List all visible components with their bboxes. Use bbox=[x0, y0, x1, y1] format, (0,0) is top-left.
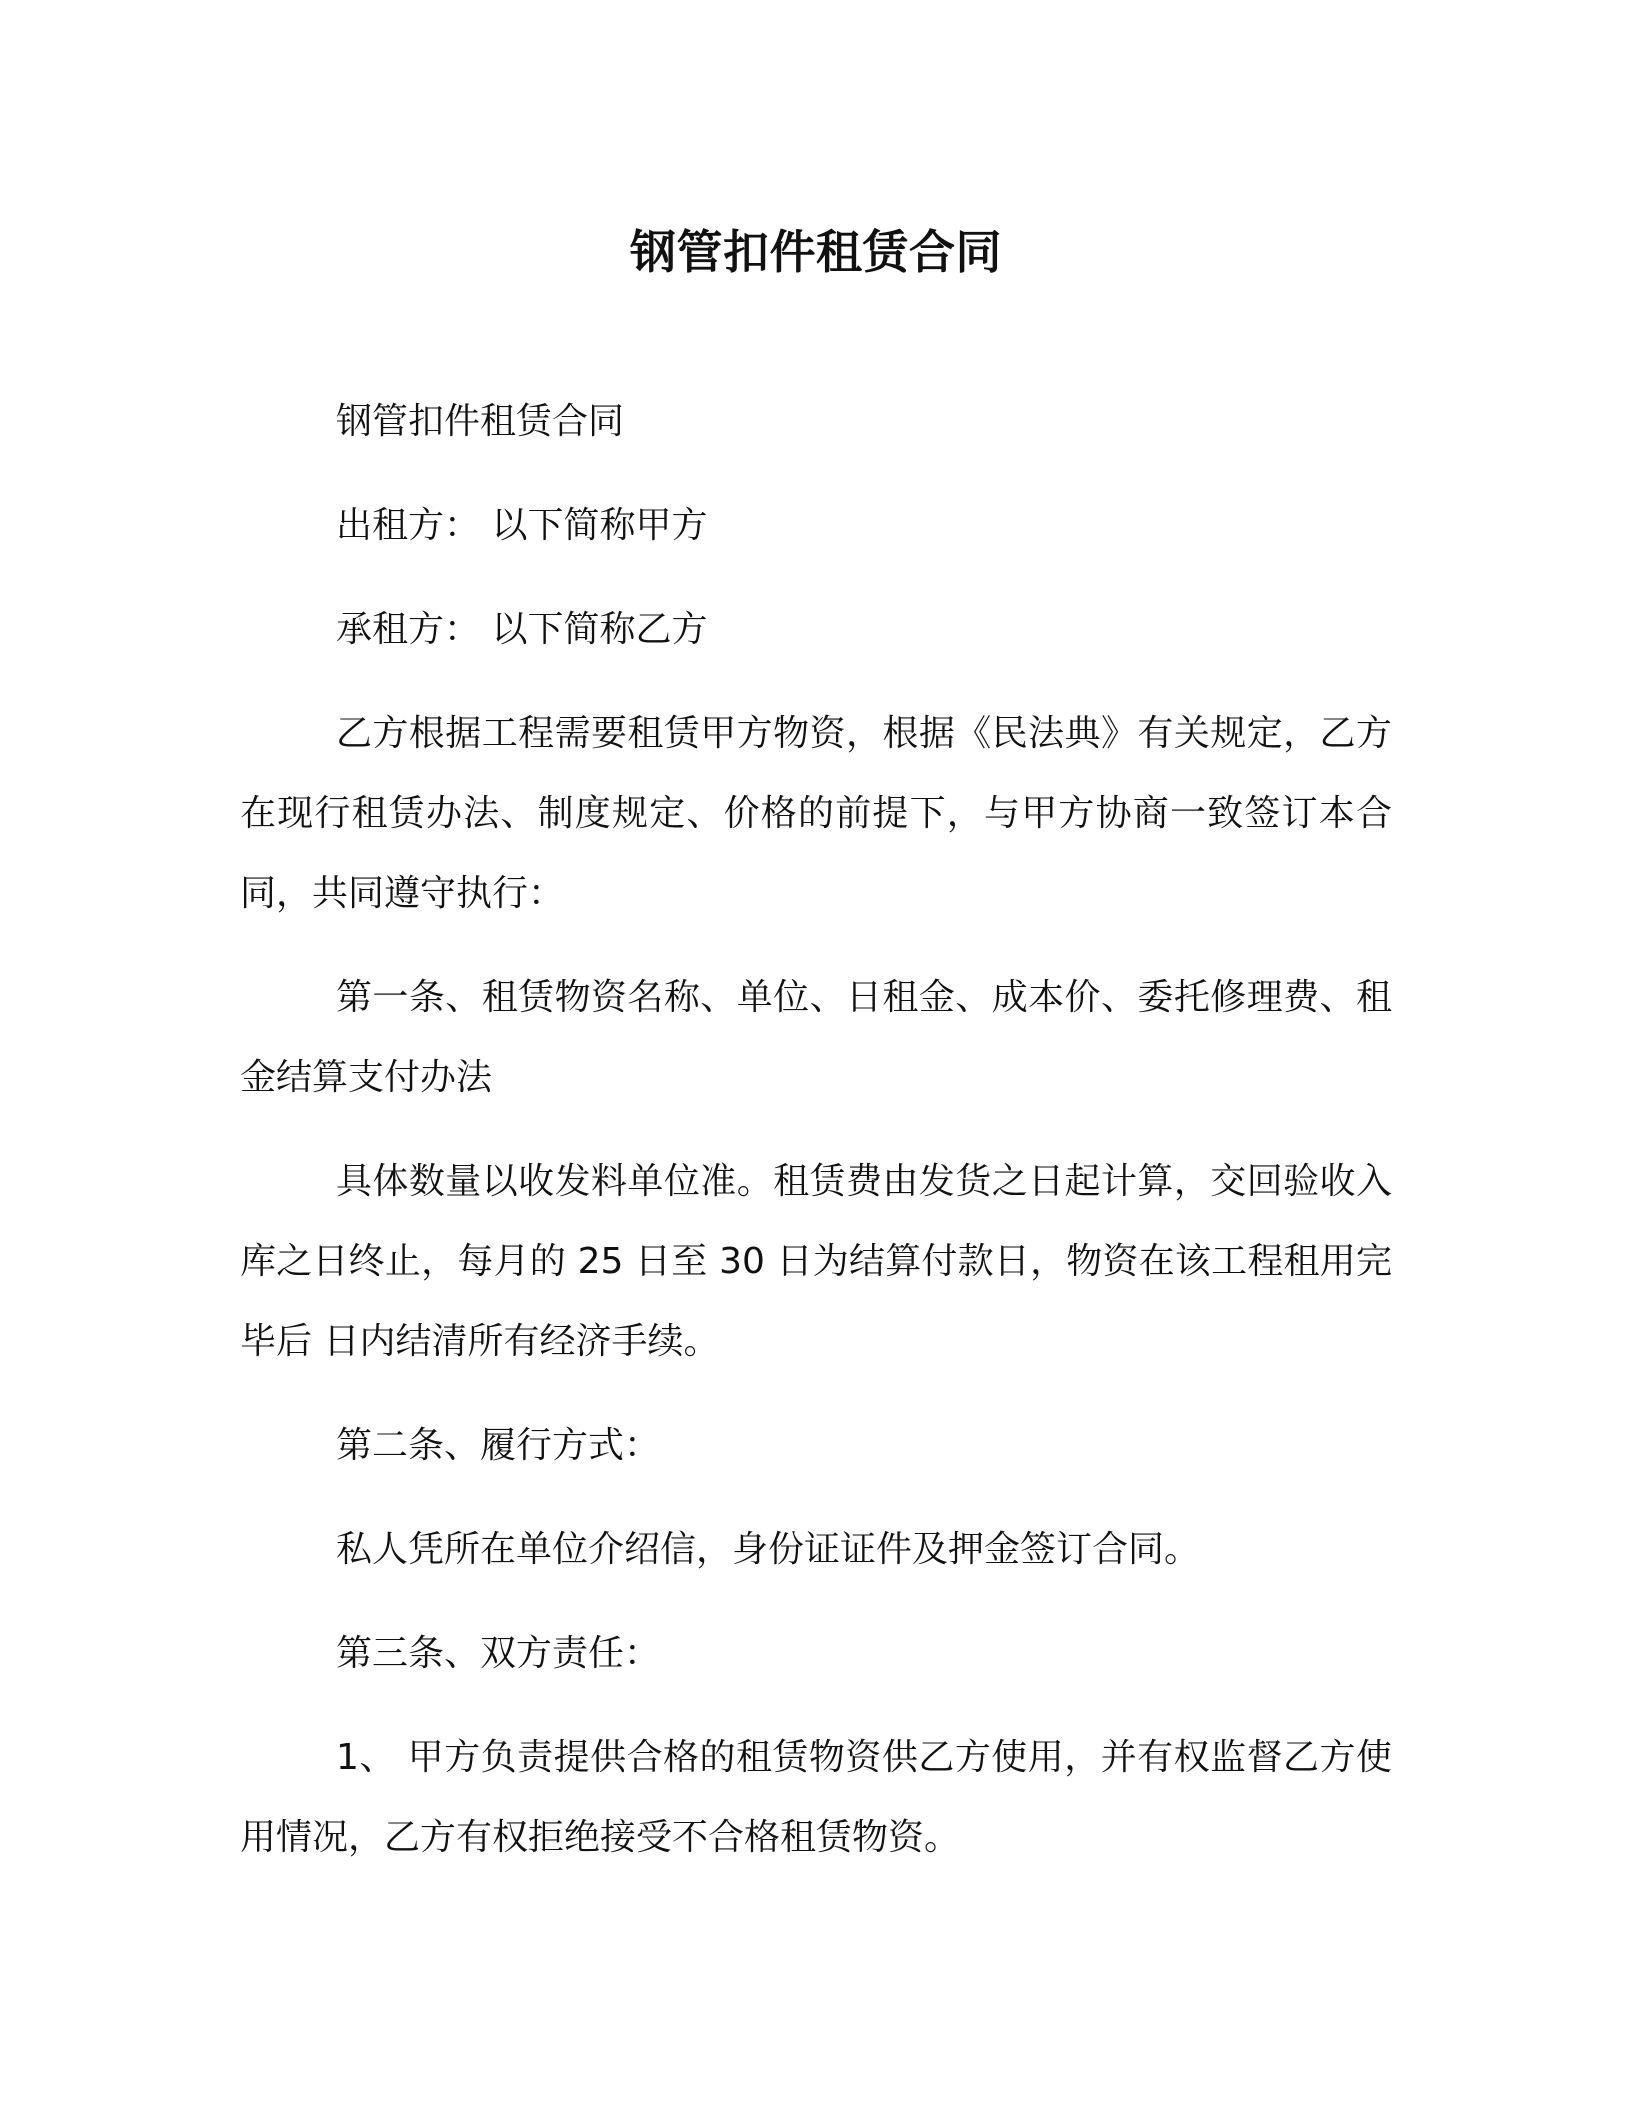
paragraph-preamble: 乙方根据工程需要租赁甲方物资，根据《民法典》有关规定，乙方在现行租赁办法、制度规定、价格的前提下，与甲方协商一致签订本合同，共同遵守执行： bbox=[240, 713, 1392, 914]
paragraph-article-3-heading: 第三条、双方责任： bbox=[336, 1633, 661, 1674]
paragraph-article-1-heading: 第一条、租赁物资名称、单位、日租金、成本价、委托修理费、租金结算支付办法 bbox=[240, 977, 1392, 1098]
paragraph-article-1-body: 具体数量以收发料单位准。租赁费由发货之日起计算，交回验收入库之日终止，每月的 25 日至 30 日为结算付款日，物资在该工程租用完毕后 日内结清所有经济手续。 bbox=[240, 1161, 1392, 1362]
paragraph-article-2-heading: 第二条、履行方式： bbox=[336, 1425, 661, 1466]
paragraph-article-2-body: 私人凭所在单位介绍信，身份证证件及押金签订合同。 bbox=[336, 1529, 1201, 1570]
document-title: 钢管扣件租赁合同 bbox=[630, 225, 1002, 279]
paragraph-subtitle: 钢管扣件租赁合同 bbox=[336, 401, 625, 442]
paragraph-lessee: 承租方： 以下简称乙方 bbox=[336, 609, 708, 650]
paragraph-lessor: 出租方： 以下简称甲方 bbox=[336, 505, 708, 546]
document-body bbox=[240, 382, 1392, 1902]
paragraph-article-3-item-1: 1、 甲方负责提供合格的租赁物资供乙方使用，并有权监督乙方使用情况，乙方有权拒绝接受不合格租赁物资。 bbox=[240, 1737, 1392, 1858]
